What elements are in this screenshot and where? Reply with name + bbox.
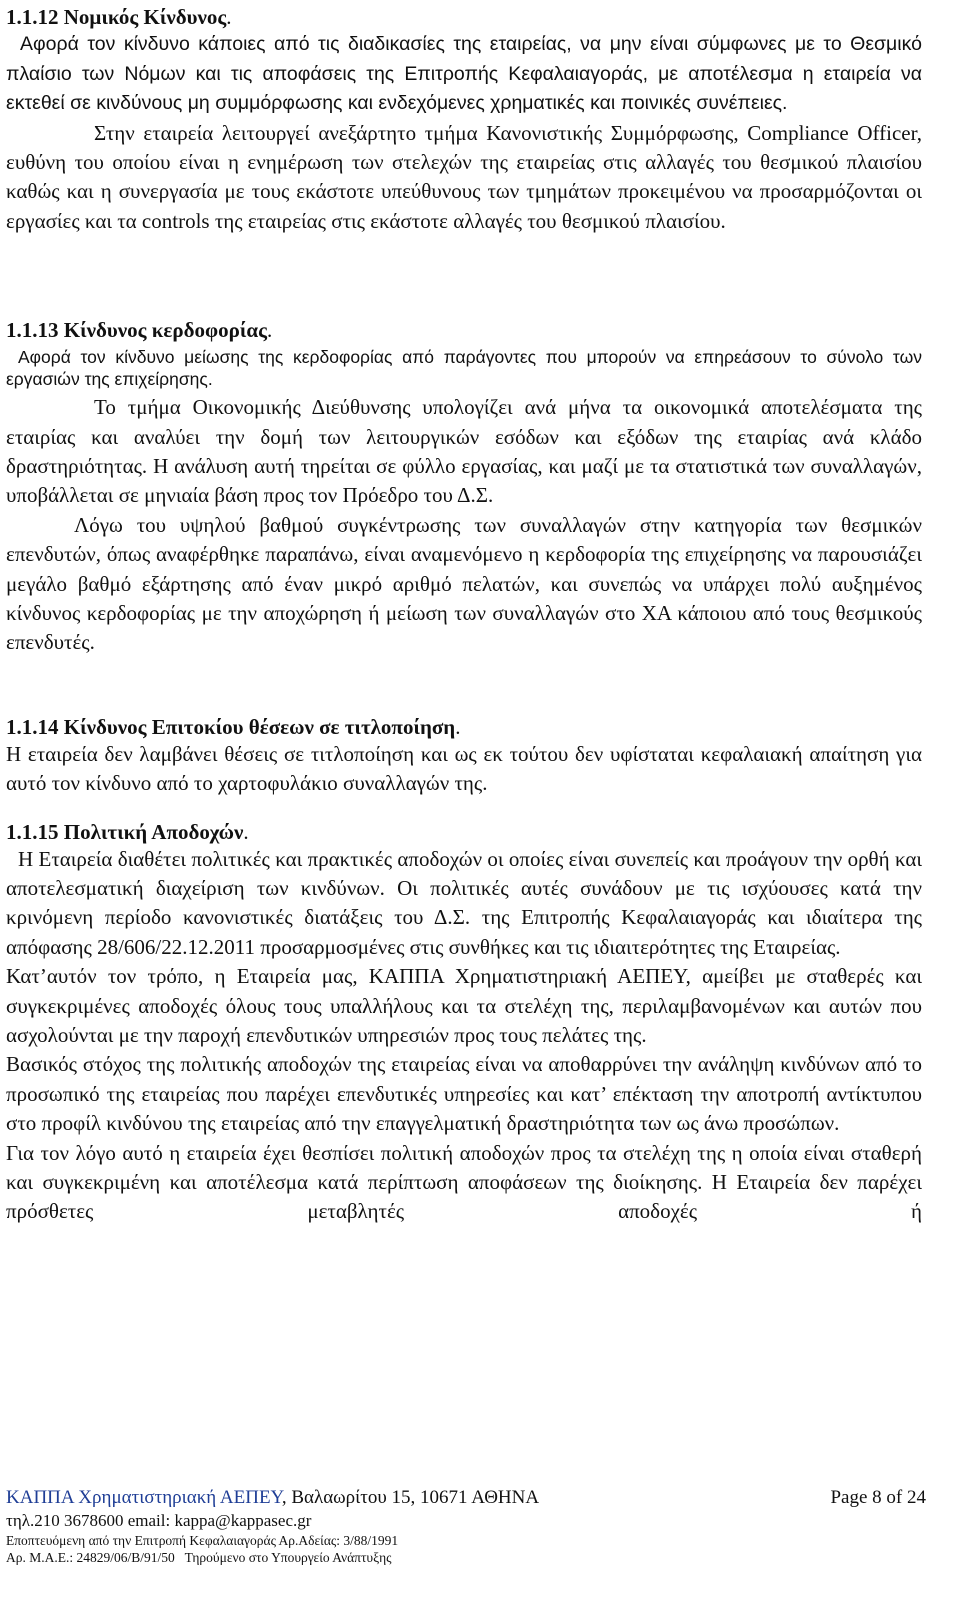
section-remuneration-policy — [6, 819, 922, 1227]
section-heading: 1.1.14 Κίνδυνος Επιτοκίου θέσεων σε τιτλοποίηση. — [6, 714, 461, 739]
paragraph: Κατ’αυτόν τον τρόπο, η Εταιρεία μας, ΚΑΠΠΑ Χρηματιστηριακή ΑΕΠΕΥ, αμείβει με σταθερές και συγκεκριμένες αποδοχές όλους τους υπαλλήλους και τα στελέχη της, περιλαμβανομένων και αυτών που ασχολούνται με την παροχή επενδυτικών υπηρεσιών προς τους πελάτες της. — [6, 964, 922, 1048]
footer-supervision: Εποπτευόμενη από την Επιτροπή Κεφαλαιαγοράς Αρ.Αδείας: 3/88/1991 — [6, 1533, 399, 1548]
spacer — [6, 236, 922, 317]
spacer — [6, 799, 922, 819]
footer-address: , Βαλαωρίτου 15, 10671 ΑΘΗΝΑ — [281, 1487, 540, 1508]
paragraph: Βασικός στόχος της πολιτικής αποδοχών της εταιρείας είναι να αποθαρρύνει την ανάληψη κινδύνων από το προσωπικό της εταιρείας που παρέχει επενδυτικές υπηρεσίες και κατ’ επέκταση την αποτροπή αντίκτυπου στο προφίλ κινδύνου της εταιρείας από την επαγγελματική δραστηριότητα των ως άνω προσώπων. — [6, 1052, 922, 1136]
heading-text: 1.1.13 Κίνδυνος κερδοφορίας — [6, 318, 267, 343]
paragraph: Λόγω του υψηλού βαθμού συγκέντρωσης των συναλλαγών στην κατηγορία των θεσμικών επενδυτών, όπως αναφέρθηκε παραπάνω, είναι αναμενόμενο η κερδοφορία της επιχείρησης να παρουσιάζει μεγάλο βαθμό εξάρτησης από έναν μικρό αριθμό πελατών, και συνεπώς να υπάρχει πολύ αυξημένος κίνδυνος κερδοφορίας με την αποχώρηση ή μείωση των συναλλαγών στο ΧΑ κάποιου από τους θεσμικούς επενδυτές. — [6, 512, 922, 655]
page-number: Page 8 of 24 — [830, 1487, 926, 1508]
paragraph: Το τμήμα Οικονομικής Διεύθυνσης υπολογίζει ανά μήνα τα οικονομικά αποτελέσματα της εταιρίας και αναλύει την δομή των λειτουργικών εσόδων και εξόδων της εταιρίας ανά κλάδο δραστηριότητας. Η ανάλυση αυτή τηρείται σε φύλλο εργασίας, και μαζί με τα στατιστικά των συναλλαγών, υποβάλλεται σε μηνιαία βάση προς τον Πρόεδρο του Δ.Σ. — [6, 395, 922, 508]
section-heading: 1.1.13 Κίνδυνος κερδοφορίας. — [6, 318, 273, 343]
paragraph: Αφορά τον κίνδυνο μείωσης της κερδοφορίας από παράγοντες που μπορούν να επηρεάσουν το σύνολο των εργασιών της επιχείρησης. — [6, 347, 922, 390]
section-profitability-risk — [6, 317, 922, 658]
section-heading: 1.1.12 Νομικός Κίνδυνος. — [6, 5, 232, 29]
heading-text: 1.1.14 Κίνδυνος Επιτοκίου θέσεων σε τιτλοποίηση — [6, 714, 456, 739]
section-heading: 1.1.15 Πολιτική Αποδοχών. — [6, 819, 249, 844]
paragraph: Στην εταιρεία λειτουργεί ανεξάρτητο τμήμα Κανονιστικής Συμμόρφωσης, Compliance Officer, ευθύνη του οποίου είναι η ενημέρωση των στελεχών της εταιρείας στις αλλαγές του θεσμικού πλαισίου καθώς και η συνεργασία με τους εκάστοτε υπεύθυνους των τμημάτων προκειμένου να προσαρμόζονται οι εργασίες και τα controls της εταιρείας στις εκάστοτε αλλαγές του θεσμικού πλαισίου. — [6, 120, 922, 233]
page-content — [6, 4, 922, 1227]
page-footer — [6, 1486, 926, 1566]
heading-text: 1.1.15 Πολιτική Αποδοχών — [6, 819, 244, 844]
footer-company-name: ΚΑΠΠΑ Χρηματιστηριακή ΑΕΠΕΥ — [6, 1487, 282, 1508]
paragraph: Για τον λόγο αυτό η εταιρεία έχει θεσπίσει πολιτική αποδοχών προς τα στελέχη της η οποία είναι σταθερή και συγκεκριμένη και αποτέλεσμα κατά περίπτωση αποφάσεων της διοίκησης. Η Εταιρεία δεν παρέχει πρόσθετες μεταβλητές αποδοχές ή — [6, 1140, 922, 1224]
footer-registry: Αρ. Μ.Α.Ε.: 24829/06/Β/91/50 Τηρούμενο στο Υπουργείο Ανάπτυξης — [6, 1550, 392, 1565]
heading-text: 1.1.12 Νομικός Κίνδυνος — [6, 5, 227, 29]
section-legal-risk — [6, 4, 922, 236]
spacer — [6, 658, 922, 714]
paragraph: Η εταιρεία δεν λαμβάνει θέσεις σε τιτλοποίηση και ως εκ τούτου δεν υφίσταται κεφαλαιακή απαίτηση για αυτό τον κίνδυνο από το χαρτοφυλάκιο συναλλαγών της. — [6, 741, 922, 796]
paragraph: Αφορά τον κίνδυνο κάποιες από τις διαδικασίες της εταιρείας, να μην είναι σύμφωνες με το Θεσμικό πλαίσιο των Νόμων και τις αποφάσεις της Επιτροπής Κεφαλαιαγοράς, με αποτέλεσμα η εταιρεία να εκτεθεί σε κινδύνους μη συμμόρφωσης και ενδεχόμενες χρηματικές και ποινικές συνέπειες. — [6, 33, 922, 114]
section-securitisation-rate-risk — [6, 714, 922, 799]
footer-company-line — [6, 1486, 926, 1510]
paragraph: Η Εταιρεία διαθέτει πολιτικές και πρακτικές αποδοχών οι οποίες είναι συνεπείς και προάγουν την ορθή και αποτελεσματική διαχείριση των κινδύνων. Οι πολιτικές αυτές συνάδουν με τις ισχύουσες κατά την κρινόμενη περίοδο κανονιστικές διατάξεις του Δ.Σ. της Επιτροπής Κεφαλαιαγοράς και ιδιαίτερα της απόφασης 28/606/22.12.2011 προσαρμοσμένες στις συνθήκες και τις ιδιαιτερότητες της Εταιρείας. — [6, 846, 922, 959]
footer-contact: τηλ.210 3678600 email: kappa@kappasec.gr — [6, 1511, 312, 1530]
